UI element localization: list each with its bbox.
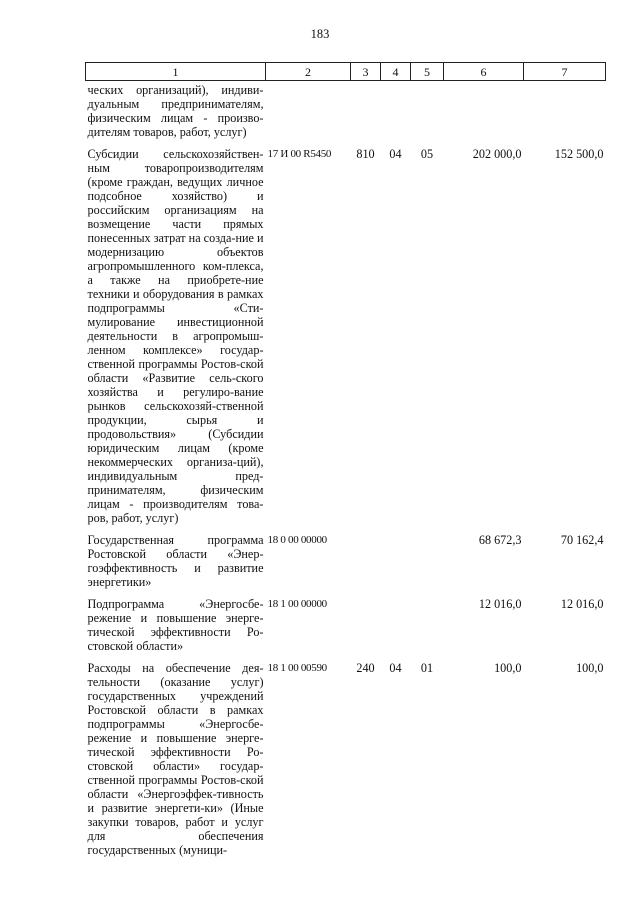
row-expense-type: 240 [356, 661, 375, 675]
row-amount-year1: 68 672,3 [478, 533, 522, 547]
column-header-4: 4 [381, 63, 411, 81]
row-subsection: 05 [420, 147, 434, 161]
row-subsection [411, 533, 444, 597]
row-name: Расходы на обеспечение дея-тельности (оказание услуг) государственных учреждений Ростовской области в рамках подпрограммы «Энергосбе-режение и повышение энерге-тической эффективности Ро-стовской области» государ-ственной программы Ростов-ской области «Энергоэффек-тивность и развитие энергети-ки» (Иные закупки товаров, работ и услуг для обеспечения государственных (муници- [87, 661, 264, 857]
page-number: 183 [310, 27, 330, 41]
table-row [86, 597, 606, 661]
row-section [381, 533, 411, 597]
row-target-code: 17 И 00 R5450 [267, 148, 332, 160]
column-header-7: 7 [524, 63, 606, 81]
row-section [381, 81, 411, 148]
column-header-6: 6 [444, 63, 524, 81]
column-header-1: 1 [86, 63, 266, 81]
row-amount-year2: 70 162,4 [560, 533, 604, 547]
row-amount-year2: 100,0 [576, 661, 604, 675]
row-name: Государственная программа Ростовской области «Энер-гоэффективность и развитие энергетики» [87, 533, 264, 589]
row-subsection [411, 597, 444, 661]
row-name: Подпрограмма «Энергосбе-режение и повышение энерге-тической эффективности Ро-стовской области» [87, 597, 264, 653]
table-header-row [86, 63, 606, 81]
row-amount-year2 [524, 81, 606, 148]
row-expense-type: 810 [356, 147, 375, 161]
column-header-5: 5 [411, 63, 444, 81]
table-row [86, 661, 606, 865]
row-section [381, 597, 411, 661]
row-amount-year1: 202 000,0 [472, 147, 522, 161]
column-header-2: 2 [266, 63, 351, 81]
row-amount-year2: 12 016,0 [560, 597, 604, 611]
row-subsection [411, 81, 444, 148]
budget-table [85, 62, 606, 865]
row-amount-year2: 152 500,0 [554, 147, 604, 161]
row-subsection: 01 [420, 661, 434, 675]
row-target-code: 18 1 00 00000 [267, 598, 327, 610]
row-target-code: 18 1 00 00590 [267, 662, 327, 674]
row-expense-type [351, 597, 381, 661]
row-expense-type [351, 81, 381, 148]
row-amount-year1 [444, 81, 524, 148]
row-section: 04 [389, 661, 402, 675]
column-header-3: 3 [351, 63, 381, 81]
row-amount-year1: 12 016,0 [478, 597, 522, 611]
table-row [86, 147, 606, 533]
row-expense-type [351, 533, 381, 597]
table-row [86, 81, 606, 148]
row-name: Субсидии сельскохозяйствен-ным товаропроизводителям (кроме граждан, ведущих личное подсобное хозяйство) и российским организациям на возмещение части прямых понесенных затрат на созда-ние и модернизацию объектов агропромышленного ком-плекса, а также на приобрете-ние техники и оборудования в рамках подпрограммы «Сти-мулирование инвестиционной деятельности в агропромыш-ленном комплексе» государ-ственной программы Ростов-ской области «Развитие сель-ского хозяйства и регулиро-вание рынков сельскохозяй-ственной продукции, сырья и продовольствия» (Субсидии юридическим лицам (кроме некоммерческих организа-ций), индивидуальным пред-принимателям, физическим лицам - производителям това-ров, работ, услуг) [87, 147, 264, 525]
table-row [86, 533, 606, 597]
row-amount-year1: 100,0 [494, 661, 522, 675]
row-target-code [266, 81, 351, 148]
row-target-code: 18 0 00 00000 [267, 534, 327, 546]
row-section: 04 [389, 147, 402, 161]
row-name: ческих организаций), индиви-дуальным предпринимателям, физическим лицам - произво-дителям товаров, работ, услуг) [87, 83, 264, 139]
